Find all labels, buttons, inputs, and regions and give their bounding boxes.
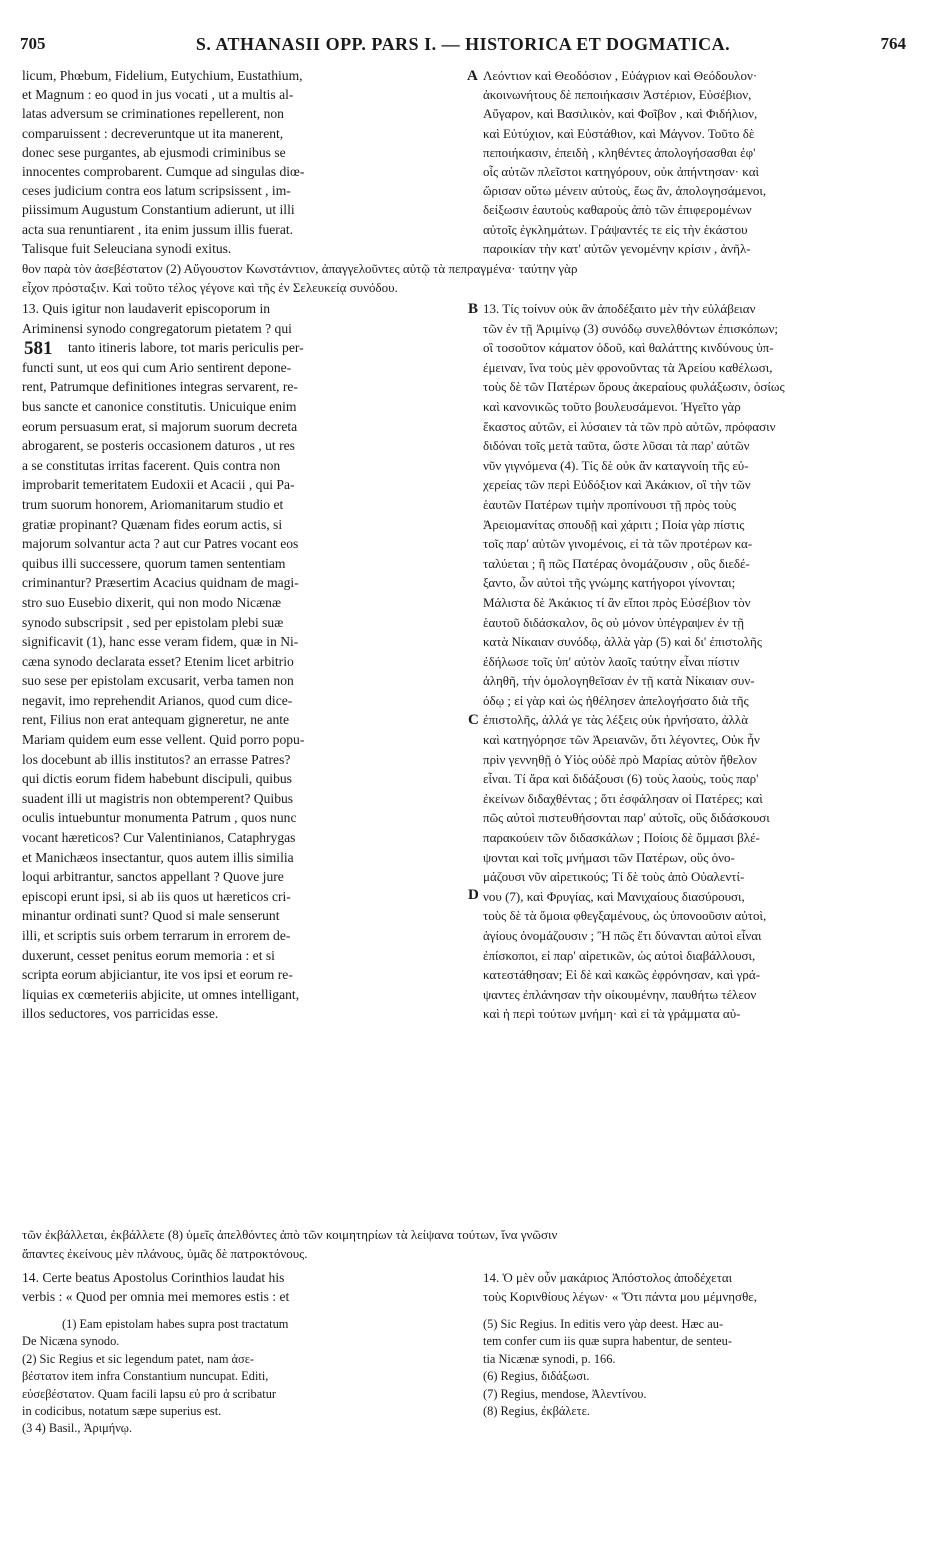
text-line: duxerunt, cesset penitus eorum memoria : et si	[22, 947, 275, 963]
text-line: significavit (1), hanc esse veram fidem, quæ in Ni-	[22, 634, 299, 650]
text-line: ὥρισαν οὕτω μένειν αὐτοὺς, ἕως ἂν, ἀπολογησάμενοι,	[483, 183, 767, 199]
text-line: criminantur? Præsertim Acacius quidnam de magi-	[22, 575, 299, 591]
text-line: ἀληθῆ, τὴν ὁμολογηθεῖσαν ἐν τῇ κατὰ Νίκαιαν συν-	[483, 673, 755, 689]
text-line: et Magnum : eo quod in jus vocati , ut a multis al-	[22, 87, 294, 103]
text-line: αὐτοῖς ἐγκλημάτων. Γράψαντές τε εἰς τὴν ἑκάστου	[483, 221, 748, 237]
text-line: κατὰ Νίκαιαν συνόδῳ, ἀλλὰ γὰρ (5) καὶ δι' ἐπιστολῆς	[483, 634, 762, 650]
text-line: illi, et scriptis suis orbem terrarum in errorem de-	[22, 928, 291, 943]
text-line: rent, Patrumque definitiones integras servarent, re-	[22, 379, 298, 395]
greek-column-bottom	[483, 1268, 909, 1306]
text-line: Μάλιστα δὲ Ἀκάκιος τί ἂν εἴποι πρὸς Εὐσέβιον τὸν	[483, 594, 751, 610]
text-line: piissimum Augustum Constantium adierunt, ut illi	[22, 202, 295, 218]
text-line: qui dictis eorum fidem habebunt discipuli, quibus	[22, 771, 292, 787]
footnote-line: tia Nicænæ synodi, p. 166.	[483, 1351, 616, 1366]
text-line: όδῳ ; εἰ γὰρ καὶ ὡς ἠθέλησεν ἀπελογήσατο διὰ τῆς	[483, 692, 749, 708]
footnote-line: (5) Sic Regius. In editis vero γὰρ deest. Hæc au-	[483, 1317, 724, 1331]
text-line: ξαντο, ὧν αὐτοὶ τῆς γνώμης κατήγοροι γίνονται;	[483, 575, 736, 591]
text-line: οἷς αὐτῶν πλεῖστοι κατηγόρουν, οὐκ ἀπήντησαν· καὶ	[483, 163, 760, 179]
text-line: εἶχον πρόσταξιν. Καὶ τοῦτο τέλος γέγονε καὶ τῆς ἐν Σελευκείᾳ συνόδου.	[22, 280, 398, 296]
text-line: acta sua renuntiarent , ita enim jussum illis fuerat.	[22, 221, 294, 237]
text-line: μάζουσι νῦν αἱρετικούς; Τί δὲ τοὺς ἀπὸ Οὐαλεντί-	[483, 869, 745, 885]
text-line: innocentes comprobarent. Cumque ad singulas diœ-	[22, 163, 305, 179]
footnote-line: in codicibus, notatum sæpe superius est.	[22, 1403, 222, 1418]
margin-letter-a: A	[467, 68, 478, 84]
text-line: χερείας τῶν περὶ Εὐδόξιον καὶ Ἀκάκιον, οἳ τὴν τῶν	[483, 477, 751, 493]
text-line: synodo subscripsit , sed per epistolam plebi suæ	[22, 614, 284, 630]
text-line: minantur ordinati sunt? Quod si male senserunt	[22, 908, 280, 924]
text-line: 14. Certe beatus Apostolus Corinthios laudat his	[22, 1270, 285, 1285]
text-line: πεποιήκασιν, ἐπειδὴ , κληθέντες ἀπολογήσασθαι ἐφ'	[483, 144, 756, 160]
text-line: ἕκαστος αὐτῶν, εἰ λύσαιεν τὰ τῶν πρὸ αὐτῶν, πρόφασιν	[483, 418, 776, 434]
text-line: episcopi erunt ipsi, si ab iis quos ut hæreticos cri-	[22, 888, 291, 904]
text-line: stro suo Eusebio dixerit, qui non modo Nicænæ	[22, 594, 282, 610]
text-line: Ἀρειομανίτας σπουδῇ καὶ χάριτι ; Ποία γὰρ πίστις	[483, 516, 745, 532]
latin-column-bottom	[22, 1268, 470, 1306]
text-line: quibus illi successere, quorum tamen sententiam	[22, 555, 286, 571]
text-line: διδόναι τοῖς μετὰ ταῦτα, ὥστε λῦσαι τὰ παρ' αὐτῶν	[483, 438, 750, 454]
latin-column-main	[22, 299, 470, 1024]
text-line: καὶ Εὐτύχιον, καὶ Εὐστάθιον, καὶ Μάγνον. Τοῦτο δὲ	[483, 125, 755, 141]
text-line: verbis : « Quod per omnia mei memores estis : et	[22, 1289, 290, 1305]
text-line: Mariam quidem eum esse vellent. Quid porro popu-	[22, 732, 305, 748]
text-line: παροικίαν τὴν κατ' αὐτῶν γενομένην κρίσιν , ἀνῆλ-	[483, 240, 751, 256]
text-line: καὶ ἡ περὶ τούτων μνήμη· καὶ εἰ τὰ γράμματα αὐ-	[483, 1006, 741, 1022]
text-line: suo sese per epistolam excusarit, verba tamen non	[22, 673, 294, 689]
text-line: vocant hæreticos? Cur Valentinianos, Cataphrygas	[22, 830, 296, 846]
text-line: illos seductores, vos parricidas esse.	[22, 1006, 219, 1022]
text-line: latas adversum se criminationes repellerent, non	[22, 106, 284, 122]
margin-letter-b: B	[468, 301, 479, 317]
footnote-line: tem confer cum iis quæ supra habentur, de senteu-	[483, 1334, 732, 1349]
column-number: 581	[24, 338, 53, 359]
text-line: licum, Phœbum, Fidelium, Eutychium, Eustathium,	[22, 68, 303, 83]
greek-full-width-1	[22, 259, 908, 297]
footnotes-left	[22, 1316, 470, 1438]
margin-letter-d: D	[468, 887, 479, 903]
text-line: τοὺς Κορινθίους λέγων· « Ὅτι πάντα μου μέμνησθε,	[483, 1289, 758, 1305]
page-number-right: 764	[880, 34, 906, 53]
text-line: δείξωσιν ἑαυτοὺς καθαροὺς ἀπὸ τῶν ἐπιφερομένων	[483, 202, 752, 218]
text-line: loqui arbitrantur, sanctos appellant ? Quove jure	[22, 869, 284, 885]
text-line: functi sunt, ut eos qui cum Ario sentirent depone-	[22, 359, 292, 375]
text-line: negavit, imo reprehendit Arianos, quod cum dice-	[22, 692, 293, 708]
text-line: οἳ τοσοῦτον κάματον ὁδοῦ, καὶ θαλάττης κινδύνους ὑπ-	[483, 340, 774, 356]
text-line: ψονται καὶ τοῖς μνήμασι τῶν Πατέρων, οὓς ὀνο-	[483, 849, 735, 865]
text-line: καὶ κατηγόρησε τῶν Ἀρειανῶν, ὅτι λέγοντες, Οὐκ ἦν	[483, 732, 760, 748]
text-line: Λεόντιον καὶ Θεοδόσιον , Εὐάγριον καὶ Θεόδουλον·	[483, 68, 758, 83]
running-title: S. ATHANASII OPP. PARS I. — HISTORICA ET DOGMATICA.	[195, 34, 731, 54]
text-line: ἁγίους ὀνομάζουσιν ; Ἢ πῶς ἔτι δύνανται αὐτοὶ εἶναι	[483, 928, 762, 943]
text-line: suadent illi ut magistris non obtemperent? Quibus	[22, 790, 294, 806]
text-line: πρὶν γεννηθῇ ὁ Υἱὸς οὐδὲ πρὸ Μαρίας αὐτὸν ἤθελον	[483, 751, 757, 767]
text-line: τοὺς δὲ τὰ ὅμοια φθεγξαμένους, ὡς ὑπονοοῦσιν αὐτοὶ,	[483, 908, 767, 924]
text-line: έμειναν, ἵνα τοὺς μὲν φρονοῦντας τὰ Ἀρείου καθέλωσι,	[483, 359, 773, 375]
text-line: παρακούειν τῶν διδασκάλων ; Ποίοις δὲ ὄμμασι βλέ-	[483, 830, 760, 846]
text-line: liquias ex cœmeteriis abjicite, ut omnes intelligant,	[22, 986, 300, 1002]
text-line: cæna synodo declarata esset? Etenim licet arbitrio	[22, 653, 294, 669]
running-header	[20, 34, 906, 60]
text-line: τοὺς δὲ τῶν Πατέρων ὅρους ἀκεραίους φυλάξωσιν, ὁσίως	[483, 379, 785, 395]
footnote-line: (7) Regius, mendose, Ἀλεντίνου.	[483, 1386, 647, 1401]
text-line: comparuissent : decreveruntque ut ita manerent,	[22, 125, 284, 141]
latin-column-top	[22, 66, 470, 258]
footnote-line: (8) Regius, ἐκβάλετε.	[483, 1403, 590, 1418]
text-line: θον παρὰ τὸν ἀσεβέστατον (2) Αὔγουστον Κωνστάντιον, ἀπαγγελοῦντες αὐτῷ τὰ πεπραγμένα· ταύτην γὰρ	[22, 261, 578, 276]
text-line: 13. Τίς τοίνυν οὐκ ἂν ἀποδέξαιτο μὲν τὴν εὐλάβειαν	[483, 301, 756, 316]
text-line: tanto itineris labore, tot maris periculis per-	[68, 340, 304, 356]
text-line: τῶν ἐν τῇ Ἀριμίνῳ (3) συνόδῳ συνελθόντων ἐπισκόπων;	[483, 320, 778, 336]
text-line: ἐπιστολῆς, ἀλλά γε τὰς λέξεις οὐκ ἠρνήσατο, ἀλλὰ	[483, 712, 749, 728]
page-number-left: 705	[20, 34, 46, 53]
greek-column-top	[483, 66, 909, 258]
text-line: trum suorum honorem, Ariomanitarum studio et	[22, 496, 284, 512]
text-line: 13. Quis igitur non laudaverit episcoporum in	[22, 301, 271, 316]
text-line: νῦν γιγνόμενα (4). Τίς δὲ οὐκ ἂν καταγνοίη τῆς εὐ-	[483, 457, 749, 473]
text-line: τοῖς παρ' αὐτῶν γινομένοις, εἰ τὰ τῶν προτέρων κα-	[483, 536, 753, 552]
text-line: gratiæ propinant? Quænam fides eorum actis, si	[22, 516, 283, 532]
text-line: τῶν ἐκβάλλεται, ἐκβάλλετε (8) ὑμεῖς ἀπελθόντες ἀπὸ τῶν κοιμητηρίων τὰ λείψανα τούτων, ἵνα γνῶσιν	[22, 1227, 558, 1242]
footnote-line: (6) Regius, διδάξωσι.	[483, 1369, 590, 1384]
text-line: rent, Filius non erat antequam gigneretur, ne ante	[22, 712, 290, 728]
footnotes-right	[483, 1316, 909, 1420]
text-line: oculis intuebuntur monumenta Patrum , quos nunc	[22, 810, 297, 826]
text-line: ἅπαντες ἐκείνους μὲν πλάνους, ὑμᾶς δὲ πατροκτόνους.	[22, 1246, 308, 1262]
text-line: improbarit temeritatem Eudoxii et Acacii , qui Pa-	[22, 477, 295, 493]
text-line: ἐδήλωσε τοῖς ὑπ' αὐτὸν λαοῖς ταύτην εἶναι πίστιν	[483, 653, 740, 669]
text-line: ψαντες ἐπλάνησαν τὴν οἰκουμένην, παυθήτω τέλεον	[483, 986, 757, 1002]
text-line: Αὔγαρον, καὶ Βασιλικὸν, καὶ Φοῖβον , καὶ Φιδήλιον,	[483, 106, 758, 122]
footnote-line: εὐσεβέστατον. Quam facili lapsu εὐ pro ἀ scribatur	[22, 1386, 277, 1401]
text-line: bus sancte et canonice constitutis. Unicuique enim	[22, 398, 297, 414]
margin-letter-c: C	[468, 712, 479, 728]
footnote-line: (1) Eam epistolam habes supra post tractatum	[62, 1317, 289, 1331]
greek-full-width-2	[22, 1225, 908, 1263]
text-line: κατεστάθησαν; Εἰ δὲ καὶ κακῶς ἐφρόνησαν, καὶ γρά-	[483, 967, 761, 983]
text-line: et Manichæos insectantur, quos autem illis similia	[22, 849, 294, 865]
text-line: πῶς αὐτοὶ πιστευθήσονται παρ' αὐτοῖς, οὓς διδάσκουσι	[483, 810, 770, 826]
text-line: a se constitutas irritas facerent. Quis contra non	[22, 457, 281, 473]
footnote-line: (2) Sic Regius et sic legendum patet, nam ἀσε-	[22, 1351, 255, 1366]
text-line: ἀκοινωνήτους δὲ πεποιήκασιν Ἀστέριον, Εὐσέβιον,	[483, 87, 752, 103]
text-line: donec sese purgantes, ab ejusmodi criminibus se	[22, 144, 286, 160]
text-line: majorum solvantur acta ? aut cur Patres vocant eos	[22, 536, 299, 552]
footnote-line: (3 4) Basil., Ἀριμήνῳ.	[22, 1421, 133, 1436]
text-line: ἐπίσκοποι, εἰ παρ' αἱρετικῶν, ὡς αὐτοὶ διαβάλλουσι,	[483, 947, 756, 963]
text-line: los docebunt ab illis institutos? an errasse Patres?	[22, 751, 291, 767]
text-line: ἑαυτῶν Πατέρων τιμὴν προπίνουσι τῇ πρὸς τοὺς	[483, 496, 736, 512]
text-line: νου (7), καὶ Φρυγίας, καὶ Μανιχαίους διασύρουσι,	[483, 888, 745, 904]
footnote-line: De Nicæna synodo.	[22, 1334, 120, 1349]
text-line: abrogarent, se posteris occasionem daturos , ut res	[22, 438, 295, 454]
text-line: Ariminensi synodo congregatorum pietatem ? qui	[22, 320, 292, 336]
text-line: εἶναι. Τί ἄρα καὶ διδάξουσι (6) τοὺς λαοὺς, τοὺς παρ'	[483, 771, 759, 787]
text-line: ἑαυτοῦ διδάσκαλον, ὃς οὐ μόνον ὑπέγραψεν ἐν τῇ	[483, 614, 745, 630]
footnote-line: βέστατον item infra Constantium nuncupat. Editi,	[22, 1369, 269, 1384]
text-line: καὶ κανονικῶς τοῦτο βουλευσάμενοι. Ἡγεῖτο γὰρ	[483, 398, 741, 414]
text-line: 14. Ὁ μὲν οὖν μακάριος Ἀπόστολος ἀποδέχεται	[483, 1270, 733, 1285]
text-line: Talisque fuit Seleuciana synodi exitus.	[22, 240, 232, 256]
text-line: ἐκείνων διδαχθέντας ; ὅτι ἐσφάλησαν οἱ Πατέρες; καὶ	[483, 790, 763, 806]
greek-column-main	[483, 299, 909, 1024]
text-line: scripta eorum abjiciantur, ite vos ipsi et eorum re-	[22, 967, 293, 983]
text-line: ceses judicium contra eos latum scripsissent , im-	[22, 183, 291, 199]
text-line: eorum persuasum erat, si majorum suorum decreta	[22, 418, 298, 434]
text-line: ταλύεται ; ἢ πῶς Πατέρας ὀνομάζουσιν , οὓς διεδέ-	[483, 555, 750, 571]
